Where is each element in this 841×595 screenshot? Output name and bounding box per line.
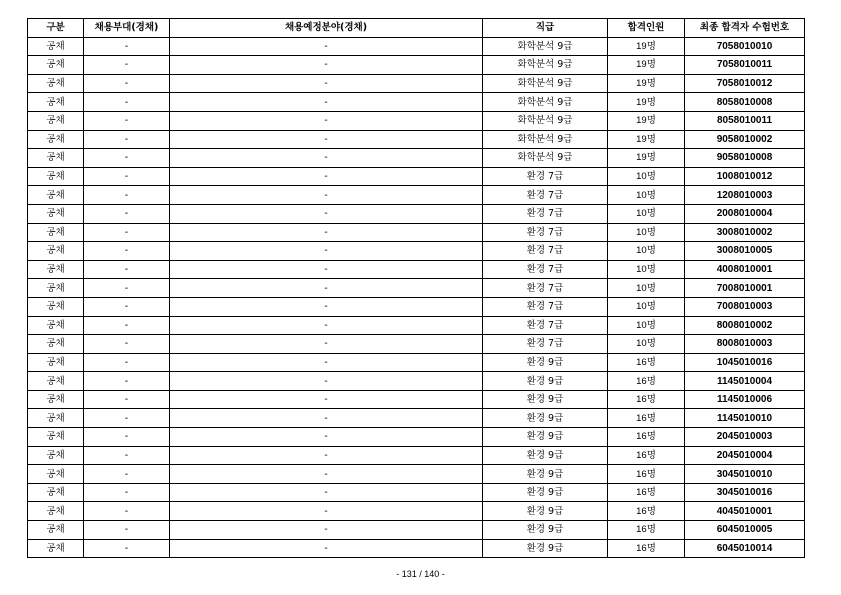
cell-field: - (170, 37, 483, 56)
cell-exam-number: 3045010016 (685, 483, 805, 502)
cell-grade: 환경 9급 (483, 372, 608, 391)
cell-unit: - (84, 149, 170, 168)
cell-unit: - (84, 242, 170, 261)
cell-exam-number: 7008010003 (685, 297, 805, 316)
page-number: - 131 / 140 - (396, 569, 445, 579)
cell-grade: 환경 7급 (483, 204, 608, 223)
cell-type: 공채 (28, 409, 84, 428)
header-grade: 직급 (483, 19, 608, 38)
table-row (28, 279, 805, 298)
cell-exam-number: 2008010004 (685, 204, 805, 223)
table-row (28, 409, 805, 428)
table-row (28, 521, 805, 540)
cell-passed: 10명 (608, 335, 685, 354)
cell-exam-number: 3045010010 (685, 465, 805, 484)
cell-field: - (170, 521, 483, 540)
cell-exam-number: 1208010003 (685, 186, 805, 205)
cell-grade: 환경 7급 (483, 316, 608, 335)
cell-unit: - (84, 353, 170, 372)
cell-grade: 화학분석 9급 (483, 130, 608, 149)
cell-unit: - (84, 372, 170, 391)
cell-grade: 환경 9급 (483, 446, 608, 465)
cell-exam-number: 1008010012 (685, 167, 805, 186)
results-table (27, 18, 805, 558)
cell-unit: - (84, 446, 170, 465)
cell-passed: 10명 (608, 279, 685, 298)
cell-field: - (170, 130, 483, 149)
cell-grade: 환경 9급 (483, 521, 608, 540)
cell-type: 공채 (28, 335, 84, 354)
table-row (28, 297, 805, 316)
cell-exam-number: 1145010006 (685, 390, 805, 409)
cell-type: 공채 (28, 93, 84, 112)
cell-unit: - (84, 56, 170, 75)
cell-passed: 16명 (608, 446, 685, 465)
cell-exam-number: 8058010011 (685, 111, 805, 130)
cell-field: - (170, 223, 483, 242)
cell-type: 공채 (28, 502, 84, 521)
cell-type: 공채 (28, 279, 84, 298)
cell-unit: - (84, 74, 170, 93)
cell-type: 공채 (28, 539, 84, 558)
cell-type: 공채 (28, 297, 84, 316)
table-row (28, 446, 805, 465)
cell-exam-number: 1145010010 (685, 409, 805, 428)
table-row (28, 167, 805, 186)
cell-grade: 환경 7급 (483, 297, 608, 316)
cell-unit: - (84, 502, 170, 521)
cell-passed: 16명 (608, 539, 685, 558)
cell-field: - (170, 297, 483, 316)
table-row (28, 74, 805, 93)
cell-passed: 16명 (608, 483, 685, 502)
cell-unit: - (84, 428, 170, 447)
cell-unit: - (84, 297, 170, 316)
cell-exam-number: 7008010001 (685, 279, 805, 298)
cell-field: - (170, 111, 483, 130)
cell-passed: 19명 (608, 37, 685, 56)
cell-exam-number: 7058010011 (685, 56, 805, 75)
cell-type: 공채 (28, 56, 84, 75)
cell-exam-number: 3008010005 (685, 242, 805, 261)
cell-field: - (170, 186, 483, 205)
cell-grade: 화학분석 9급 (483, 37, 608, 56)
table-row (28, 242, 805, 261)
cell-field: - (170, 390, 483, 409)
cell-type: 공채 (28, 167, 84, 186)
cell-passed: 16명 (608, 465, 685, 484)
cell-field: - (170, 149, 483, 168)
cell-grade: 환경 9급 (483, 465, 608, 484)
cell-grade: 화학분석 9급 (483, 56, 608, 75)
cell-field: - (170, 502, 483, 521)
table-row (28, 37, 805, 56)
cell-exam-number: 1145010004 (685, 372, 805, 391)
cell-grade: 환경 7급 (483, 279, 608, 298)
cell-type: 공채 (28, 74, 84, 93)
cell-unit: - (84, 539, 170, 558)
header-unit: 채용부대(경채) (84, 19, 170, 38)
cell-grade: 환경 7급 (483, 335, 608, 354)
cell-grade: 환경 9급 (483, 428, 608, 447)
cell-exam-number: 6045010005 (685, 521, 805, 540)
table-row (28, 130, 805, 149)
cell-field: - (170, 260, 483, 279)
table-row (28, 353, 805, 372)
header-field: 채용예정분야(경채) (170, 19, 483, 38)
cell-field: - (170, 167, 483, 186)
cell-grade: 환경 7급 (483, 242, 608, 261)
cell-exam-number: 6045010014 (685, 539, 805, 558)
cell-passed: 19명 (608, 149, 685, 168)
cell-field: - (170, 428, 483, 447)
cell-unit: - (84, 316, 170, 335)
cell-type: 공채 (28, 149, 84, 168)
table-row (28, 483, 805, 502)
cell-field: - (170, 483, 483, 502)
cell-field: - (170, 242, 483, 261)
cell-grade: 환경 9급 (483, 353, 608, 372)
table-row (28, 223, 805, 242)
cell-field: - (170, 446, 483, 465)
cell-exam-number: 8008010003 (685, 335, 805, 354)
table-row (28, 186, 805, 205)
cell-passed: 10명 (608, 223, 685, 242)
cell-passed: 19명 (608, 130, 685, 149)
cell-type: 공채 (28, 111, 84, 130)
table-row (28, 260, 805, 279)
cell-passed: 16명 (608, 409, 685, 428)
cell-field: - (170, 93, 483, 112)
cell-passed: 16명 (608, 372, 685, 391)
cell-exam-number: 2045010003 (685, 428, 805, 447)
cell-grade: 화학분석 9급 (483, 111, 608, 130)
cell-type: 공채 (28, 390, 84, 409)
cell-type: 공채 (28, 372, 84, 391)
cell-type: 공채 (28, 521, 84, 540)
table-row (28, 502, 805, 521)
cell-field: - (170, 204, 483, 223)
table-row (28, 539, 805, 558)
table-row (28, 372, 805, 391)
cell-passed: 16명 (608, 353, 685, 372)
cell-unit: - (84, 335, 170, 354)
cell-passed: 10명 (608, 186, 685, 205)
cell-type: 공채 (28, 37, 84, 56)
cell-type: 공채 (28, 353, 84, 372)
cell-grade: 환경 9급 (483, 390, 608, 409)
cell-exam-number: 9058010008 (685, 149, 805, 168)
cell-type: 공채 (28, 260, 84, 279)
cell-passed: 16명 (608, 428, 685, 447)
cell-unit: - (84, 279, 170, 298)
cell-field: - (170, 316, 483, 335)
cell-unit: - (84, 93, 170, 112)
cell-grade: 환경 9급 (483, 539, 608, 558)
cell-type: 공채 (28, 465, 84, 484)
cell-unit: - (84, 37, 170, 56)
cell-exam-number: 9058010002 (685, 130, 805, 149)
table-row (28, 56, 805, 75)
cell-exam-number: 7058010012 (685, 74, 805, 93)
cell-unit: - (84, 111, 170, 130)
cell-field: - (170, 56, 483, 75)
cell-unit: - (84, 483, 170, 502)
cell-exam-number: 7058010010 (685, 37, 805, 56)
cell-grade: 화학분석 9급 (483, 149, 608, 168)
header-passed: 합격인원 (608, 19, 685, 38)
cell-passed: 10명 (608, 242, 685, 261)
cell-unit: - (84, 521, 170, 540)
cell-unit: - (84, 260, 170, 279)
cell-type: 공채 (28, 483, 84, 502)
cell-type: 공채 (28, 242, 84, 261)
cell-passed: 16명 (608, 521, 685, 540)
table-header (28, 19, 805, 38)
cell-passed: 19명 (608, 56, 685, 75)
table-row (28, 465, 805, 484)
header-row (28, 19, 805, 38)
cell-unit: - (84, 167, 170, 186)
cell-grade: 환경 7급 (483, 223, 608, 242)
cell-grade: 환경 9급 (483, 502, 608, 521)
cell-field: - (170, 465, 483, 484)
cell-type: 공채 (28, 204, 84, 223)
cell-type: 공채 (28, 428, 84, 447)
cell-exam-number: 1045010016 (685, 353, 805, 372)
table-row (28, 111, 805, 130)
table-row (28, 204, 805, 223)
header-type: 구분 (28, 19, 84, 38)
cell-grade: 화학분석 9급 (483, 93, 608, 112)
cell-passed: 10명 (608, 167, 685, 186)
cell-type: 공채 (28, 316, 84, 335)
cell-exam-number: 8058010008 (685, 93, 805, 112)
cell-type: 공채 (28, 130, 84, 149)
cell-passed: 10명 (608, 204, 685, 223)
cell-grade: 환경 9급 (483, 483, 608, 502)
cell-grade: 환경 9급 (483, 409, 608, 428)
cell-unit: - (84, 465, 170, 484)
cell-field: - (170, 353, 483, 372)
table-row (28, 428, 805, 447)
cell-field: - (170, 539, 483, 558)
cell-grade: 환경 7급 (483, 260, 608, 279)
cell-unit: - (84, 223, 170, 242)
cell-field: - (170, 279, 483, 298)
cell-passed: 19명 (608, 74, 685, 93)
table-row (28, 316, 805, 335)
cell-exam-number: 8008010002 (685, 316, 805, 335)
cell-unit: - (84, 409, 170, 428)
cell-exam-number: 2045010004 (685, 446, 805, 465)
cell-grade: 환경 7급 (483, 186, 608, 205)
cell-passed: 16명 (608, 390, 685, 409)
cell-passed: 10명 (608, 316, 685, 335)
cell-passed: 10명 (608, 297, 685, 316)
cell-grade: 화학분석 9급 (483, 74, 608, 93)
cell-passed: 10명 (608, 260, 685, 279)
cell-field: - (170, 372, 483, 391)
table-row (28, 93, 805, 112)
cell-exam-number: 4008010001 (685, 260, 805, 279)
cell-unit: - (84, 390, 170, 409)
cell-unit: - (84, 130, 170, 149)
cell-type: 공채 (28, 223, 84, 242)
cell-field: - (170, 335, 483, 354)
table-row (28, 335, 805, 354)
cell-passed: 16명 (608, 502, 685, 521)
cell-passed: 19명 (608, 111, 685, 130)
cell-field: - (170, 74, 483, 93)
table-row (28, 390, 805, 409)
cell-unit: - (84, 204, 170, 223)
cell-field: - (170, 409, 483, 428)
cell-passed: 19명 (608, 93, 685, 112)
cell-type: 공채 (28, 446, 84, 465)
cell-type: 공채 (28, 186, 84, 205)
table-body (28, 37, 805, 558)
table-row (28, 149, 805, 168)
header-exam-number: 최종 합격자 수험번호 (685, 19, 805, 38)
cell-unit: - (84, 186, 170, 205)
cell-exam-number: 4045010001 (685, 502, 805, 521)
cell-grade: 환경 7급 (483, 167, 608, 186)
cell-exam-number: 3008010002 (685, 223, 805, 242)
